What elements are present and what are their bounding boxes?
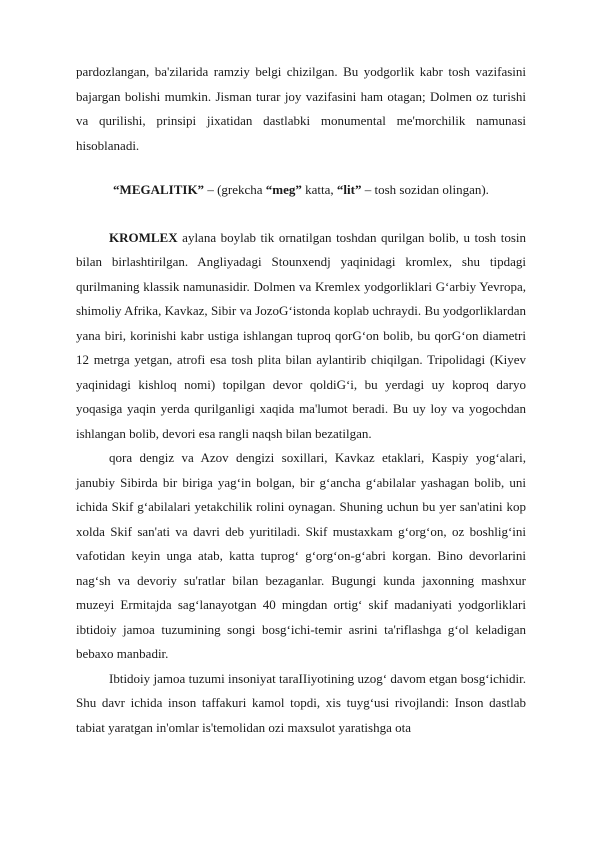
kromlex-lead: KROMLEX	[109, 229, 178, 245]
megalitik-definition	[76, 178, 526, 203]
paragraph-1: pardozlangan, ba'zilarida ramziy belgi chizilgan. Bu yodgorlik kabr tosh vazifasini bajargan bolishi mumkin. Jisman turar joy vazifasini ham otagan; Dolmen oz turishi va qurilishi, prinsipi jixatidan dastlabki monumental me'morchilik namunasi hisoblanadi.	[76, 64, 526, 153]
kromlex-text: aylana boylab tik ornatilgan toshdan qurilgan bolib, u tosh tosin bilan birlashtirilgan. Angliyadagi Stounxendj yaqinidagi kromlex, shu tipdagi qurilmaning klassik namunasidir. Dolmen va Kremlex yodgorliklari G‘arbiy Yevropa, shimoliy Afrika, Kavkaz, Sibir va JozoG‘istonda koplab uchraydi. Bu yodgorliklardan yana biri, korinishi kabr ustiga ishlangan tuproq qorG‘on bolib, bu qorG‘on diametri 12 metrga yetgan, atrofi esa tosh plita bilan aylantirib chiqilgan. Tripolidagi (Kiyev yaqinidagi kishloq nomi) topilgan devor qoldiG‘i, bu yerdagi uy koproq daryo yoqasiga yaqin yerda qurilganligi xaqida ma'lumot beradi. Bu uy loy va yogochdan ishlangan bolib, devori esa rangli naqsh bilan bezatilgan.	[76, 229, 526, 441]
document-page	[76, 60, 526, 740]
definition-word-meg: “meg”	[265, 182, 302, 197]
definition-rest: – tosh sozidan olingan).	[361, 182, 489, 197]
definition-mid: katta,	[301, 182, 337, 197]
definition-sep: – (grekcha	[204, 182, 266, 197]
definition-word-lit: “lit”	[336, 182, 362, 197]
paragraph-ibtidoiy: Ibtidoiy jamoa tuzumi insoniyat taraIIiyotining uzog‘ davom etgan bosg‘ichidir. Shu davr ichida inson taffakuri kamol topdi, xis tuyg‘usi rivojlandi: Inson dastlab tabiat yaratgan in'omlar is'temolidan ozi maxsulot yaratishga ota	[76, 670, 526, 735]
paragraph-kromlex	[76, 226, 526, 447]
paragraph-skif: qora dengiz va Azov dengizi soxillari, Kavkaz etaklari, Kaspiy yog‘alari, janubiy Sibirda bir biriga yag‘in bolgan, bir g‘ancha g‘abilalar yashagan bolib, uni ichida Skif g‘abilalari yetakchilik rolini oynagan. Shuning uchun bu yer san'atini kop xolda Skif san'ati va davri deb yuritiladi. Skif mustaxkam g‘org‘on, oz boshlig‘ini vafotidan keyin unga atab, katta tuprog‘ g‘org‘on-g‘abri korgan. Bino devorlarini nag‘sh va devoriy su'ratlar bilan bezaganlar. Bugungi kunda jaxonning mashxur muzeyi Ermitajda sag‘lanayotgan 40 mingdan ortig‘ skif madaniyati yodgorliklari ibtidoiy jamoa tuzumining songi bosg‘ichi-temir asrini ta'riflashga g‘ol keladigan bebaxo manbadir.	[76, 450, 526, 661]
definition-term: “MEGALITIK”	[113, 182, 205, 197]
